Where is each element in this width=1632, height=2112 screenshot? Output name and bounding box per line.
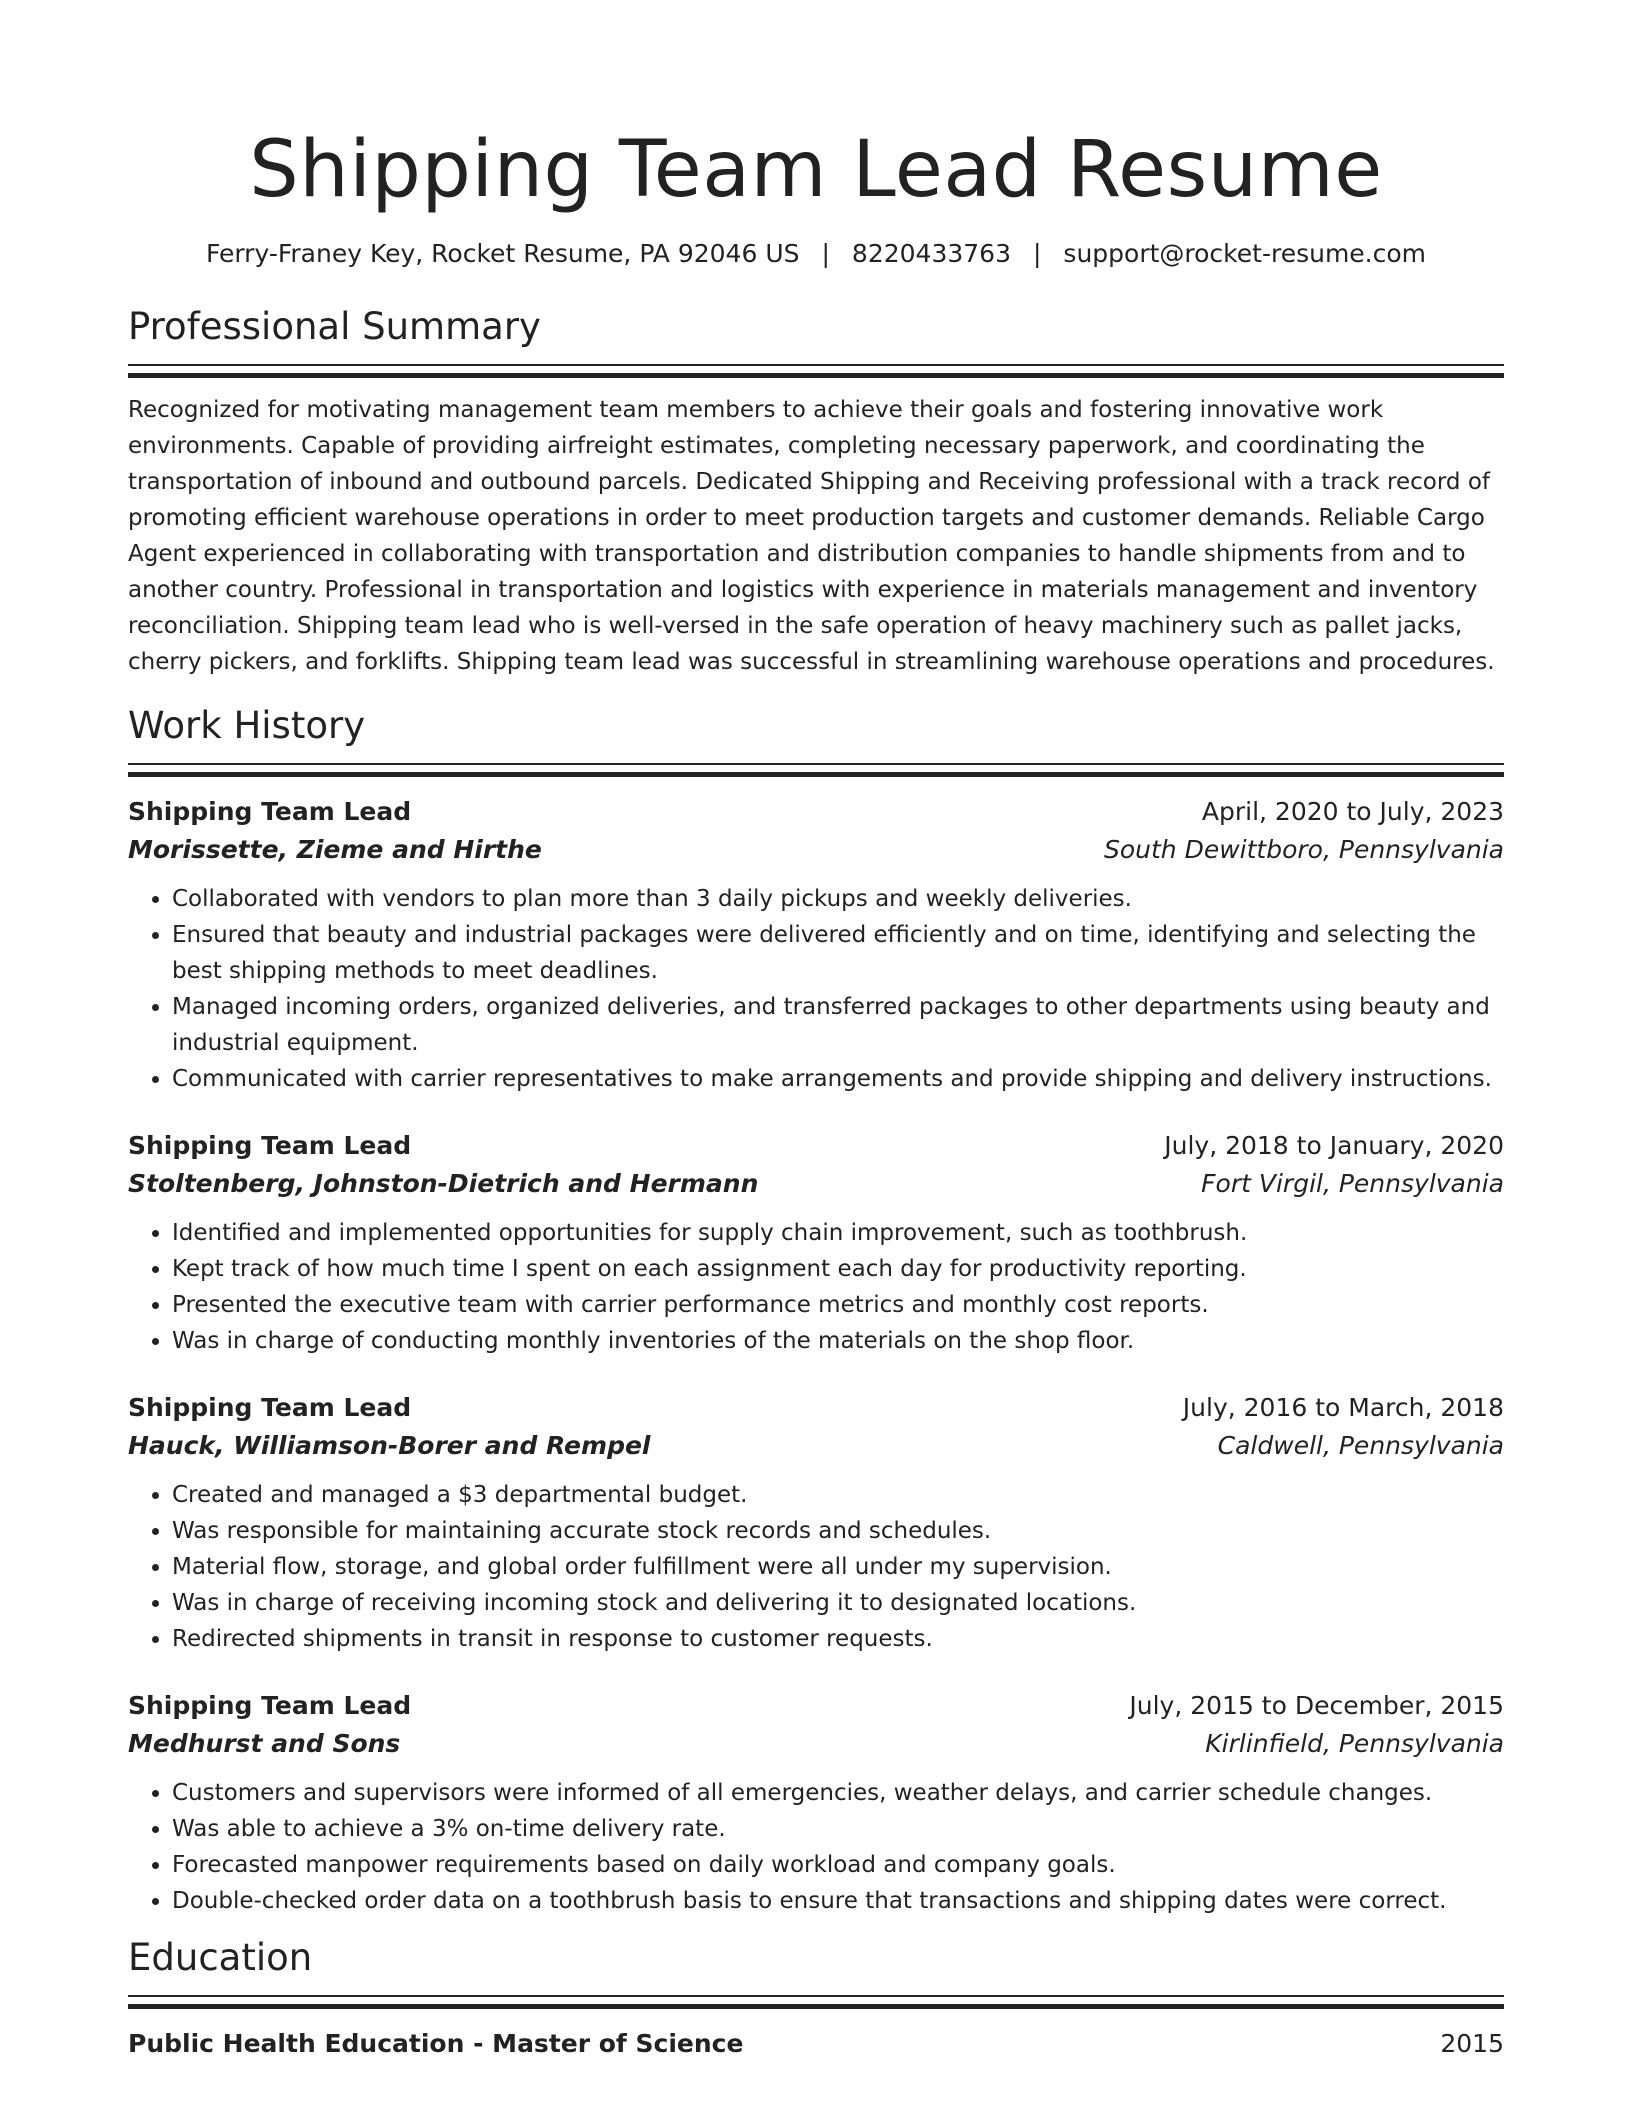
section-heading-work: Work History (128, 704, 366, 747)
list-item: • Was in charge of conducting monthly inventories of the materials on the shop floor. (172, 1323, 1504, 1359)
resume-page (128, 0, 1504, 2063)
job-entry (128, 793, 1504, 1097)
job-dates: July, 2015 to December, 2015 (1129, 1691, 1504, 1720)
job-location: Kirlinfield, Pennsylvania (1205, 1729, 1504, 1758)
education-year: 2015 (1440, 2029, 1504, 2058)
list-item: • Collaborated with vendors to plan more than 3 daily pickups and weekly deliveries. (172, 881, 1504, 917)
summary-text: Recognized for motivating management team members to achieve their goals and fostering innovative work environments. Capable of providing airfreight estimates, completing necessary paperwork, and coordinating the transportation of inbound and outbound parcels. Dedicated Shipping and Receiving professional with a track record of promoting efficient warehouse operations in order to meet production targets and customer demands. Reliable Cargo Agent experienced in collaborating with transportation and distribution companies to handle shipments from and to another country. Professional in transportation and logistics with experience in materials management and inventory reconciliation. Shipping team lead who is well-versed in the safe operation of heavy machinery such as pallet jacks, cherry pickers, and forklifts. Shipping team lead was successful in streamlining warehouse operations and procedures. (128, 397, 1495, 675)
page-title: Shipping Team Lead Resume (249, 125, 1383, 215)
work-history-section (128, 703, 1504, 1919)
section-heading-education: Education (128, 1936, 313, 1979)
education-entry (128, 2025, 1504, 2063)
section-divider (128, 2004, 1504, 2009)
list-item: • Forecasted manpower requirements based on daily workload and company goals. (172, 1847, 1504, 1883)
list-item: • Was in charge of receiving incoming stock and delivering it to designated locations. (172, 1585, 1504, 1621)
list-item: • Material flow, storage, and global order fulfillment were all under my supervision. (172, 1549, 1504, 1585)
job-bullets (128, 1477, 1504, 1657)
list-item: • Was able to achieve a 3% on-time delivery rate. (172, 1811, 1504, 1847)
list-item: • Double-checked order data on a toothbrush basis to ensure that transactions and shipping dates were correct. (172, 1883, 1504, 1919)
education-section (128, 1935, 1504, 2063)
list-item: • Kept track of how much time I spent on each assignment each day for productivity reporting. (172, 1251, 1504, 1287)
section-divider (128, 364, 1504, 366)
job-entry (128, 1389, 1504, 1657)
section-divider (128, 763, 1504, 765)
contact-separator: | (821, 239, 830, 268)
education-degree: Public Health Education - Master of Science (128, 2029, 744, 2058)
section-divider (128, 772, 1504, 777)
section-heading-summary: Professional Summary (128, 305, 541, 348)
job-company: Medhurst and Sons (128, 1729, 401, 1758)
job-dates: July, 2016 to March, 2018 (1182, 1393, 1504, 1422)
list-item: • Redirected shipments in transit in response to customer requests. (172, 1621, 1504, 1657)
job-dates: April, 2020 to July, 2023 (1201, 797, 1504, 826)
summary-section (128, 304, 1504, 680)
contact-phone: 8220433763 (851, 239, 1011, 268)
list-item: • Customers and supervisors were informed of all emergencies, weather delays, and carrier schedule changes. (172, 1775, 1504, 1811)
job-company: Stoltenberg, Johnston-Dietrich and Hermann (128, 1169, 759, 1198)
list-item: • Was responsible for maintaining accurate stock records and schedules. (172, 1513, 1504, 1549)
job-company: Hauck, Williamson-Borer and Rempel (128, 1431, 651, 1460)
job-company: Morissette, Zieme and Hirthe (128, 835, 542, 864)
contact-line (128, 238, 1504, 270)
job-bullets (128, 1215, 1504, 1359)
job-title: Shipping Team Lead (128, 1393, 412, 1422)
job-location: South Dewittboro, Pennsylvania (1104, 835, 1504, 864)
contact-email: support@rocket-resume.com (1063, 239, 1427, 268)
job-entry (128, 1127, 1504, 1359)
contact-separator: | (1032, 239, 1042, 268)
job-bullets (128, 881, 1504, 1097)
job-title: Shipping Team Lead (128, 1691, 412, 1720)
list-item: • Communicated with carrier representatives to make arrangements and provide shipping and delivery instructions. (172, 1061, 1504, 1097)
job-location: Caldwell, Pennsylvania (1217, 1431, 1504, 1460)
job-title: Shipping Team Lead (128, 1131, 412, 1160)
job-title: Shipping Team Lead (128, 797, 412, 826)
list-item: • Identified and implemented opportunities for supply chain improvement, such as toothbrush. (172, 1215, 1504, 1251)
list-item: • Managed incoming orders, organized deliveries, and transferred packages to other departments using beauty and industrial equipment. (172, 989, 1504, 1061)
job-location: Fort Virgil, Pennsylvania (1201, 1169, 1504, 1198)
list-item: • Presented the executive team with carrier performance metrics and monthly cost reports. (172, 1287, 1504, 1323)
section-divider (128, 373, 1504, 378)
contact-address: Ferry-Franey Key, Rocket Resume, PA 92046 US (205, 239, 800, 268)
list-item: • Created and managed a $3 departmental budget. (172, 1477, 1504, 1513)
section-divider (128, 1995, 1504, 1997)
job-entry (128, 1687, 1504, 1919)
job-bullets (128, 1775, 1504, 1919)
job-dates: July, 2018 to January, 2020 (1164, 1131, 1504, 1160)
list-item: • Ensured that beauty and industrial packages were delivered efficiently and on time, identifying and selecting the best shipping methods to meet deadlines. (172, 917, 1504, 989)
